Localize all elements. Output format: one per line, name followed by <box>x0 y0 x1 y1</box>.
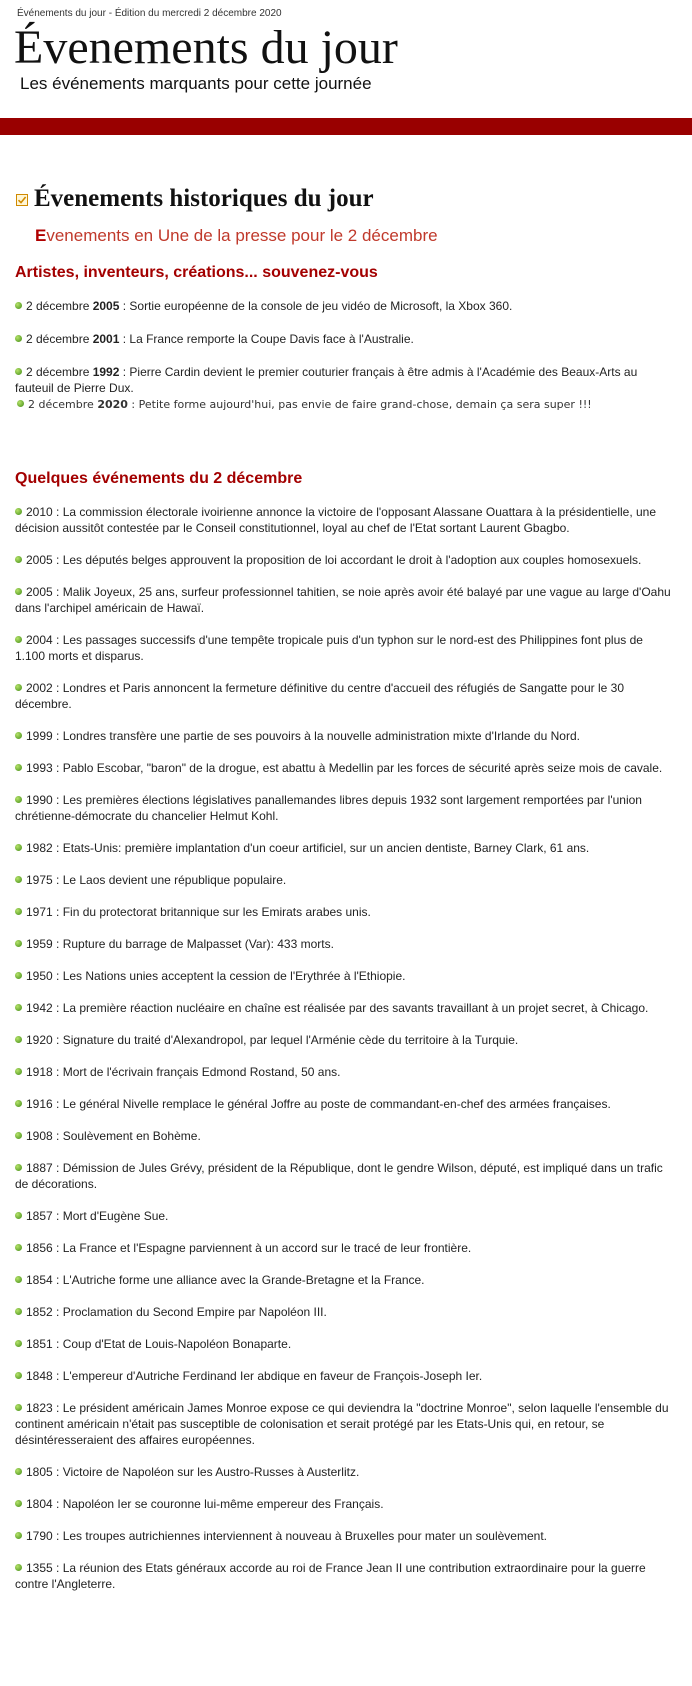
event-item <box>15 1528 673 1544</box>
bullet-icon <box>15 1164 22 1171</box>
bullet-icon <box>15 796 22 803</box>
site-title[interactable]: Évenements du jour <box>14 21 398 74</box>
events-list <box>15 504 673 1608</box>
bullet-icon <box>15 1068 22 1075</box>
event-item <box>15 680 673 712</box>
bullet-icon <box>15 1340 22 1347</box>
event-item <box>15 632 673 664</box>
event-text: 1975 : Le Laos devient une république populaire. <box>26 873 287 887</box>
event-text: 1857 : Mort d'Eugène Sue. <box>26 1209 169 1223</box>
event-text: 1848 : L'empereur d'Autriche Ferdinand Ier abdique en faveur de François-Joseph Ier. <box>26 1369 483 1383</box>
bullet-icon <box>15 1308 22 1315</box>
bullet-icon <box>15 1244 22 1251</box>
bullet-icon <box>15 972 22 979</box>
event-text: 2005 : Malik Joyeux, 25 ans, surfeur professionnel tahitien, se noie après avoir été balayé par une vague au large d'Oahu dans l'archipel américain de Hawaï. <box>15 585 671 615</box>
bullet-icon <box>15 844 22 851</box>
event-text: 1887 : Démission de Jules Grévy, président de la République, dont le gendre Wilson, député, est impliqué dans un trafic de décorations. <box>15 1161 663 1191</box>
event-text: 1918 : Mort de l'écrivain français Edmond Rostand, 50 ans. <box>26 1065 341 1079</box>
artists-item <box>15 331 673 347</box>
bullet-icon <box>15 1212 22 1219</box>
bullet-icon <box>15 368 22 375</box>
bullet-icon <box>15 1100 22 1107</box>
bullet-icon <box>15 1276 22 1283</box>
bullet-icon <box>15 588 22 595</box>
bullet-icon <box>15 1132 22 1139</box>
event-item <box>15 760 673 776</box>
event-item <box>15 1560 673 1592</box>
bullet-icon <box>15 684 22 691</box>
bullet-icon <box>17 400 24 407</box>
item-text: : La France remporte la Coupe Davis face à l'Australie. <box>119 332 414 346</box>
event-item <box>15 904 673 920</box>
event-text: 1804 : Napoléon Ier se couronne lui-même empereur des Français. <box>26 1497 384 1511</box>
event-item <box>15 504 673 536</box>
bullet-icon <box>15 940 22 947</box>
artists-item <box>15 298 673 314</box>
bullet-icon <box>15 876 22 883</box>
press-headlines-link[interactable] <box>35 226 438 246</box>
bullet-icon <box>15 1500 22 1507</box>
bullet-icon <box>15 508 22 515</box>
header-divider-bar <box>0 118 692 135</box>
event-item <box>15 1160 673 1192</box>
bullet-icon <box>15 636 22 643</box>
event-item <box>15 1496 673 1512</box>
item-text: : Sortie européenne de la console de jeu vidéo de Microsoft, la Xbox 360. <box>119 299 513 313</box>
event-item <box>15 1304 673 1320</box>
event-text: 1854 : L'Autriche forme une alliance avec la Grande-Bretagne et la France. <box>26 1273 425 1287</box>
event-text: 1920 : Signature du traité d'Alexandropol, par lequel l'Arménie cède du territoire à la Turquie. <box>26 1033 519 1047</box>
bullet-icon <box>15 1372 22 1379</box>
event-item <box>15 1000 673 1016</box>
event-item <box>15 1464 673 1480</box>
event-text: 1805 : Victoire de Napoléon sur les Austro-Russes à Austerlitz. <box>26 1465 360 1479</box>
event-item <box>15 1128 673 1144</box>
event-item <box>15 1096 673 1112</box>
event-text: 1852 : Proclamation du Second Empire par Napoléon III. <box>26 1305 327 1319</box>
site-tagline: Les événements marquants pour cette journée <box>20 74 372 93</box>
event-item <box>15 1208 673 1224</box>
event-item <box>15 584 673 616</box>
section-title-text: Évenements historiques du jour <box>34 185 374 212</box>
artists-item <box>15 364 673 396</box>
event-text: 1982 : Etats-Unis: première implantation d'un coeur artificiel, sur un ancien dentiste, Barney Clark, 61 ans. <box>26 841 590 855</box>
event-item <box>15 1368 673 1384</box>
event-text: 2004 : Les passages successifs d'une tempête tropicale puis d'un typhon sur le nord-est des Philippines font plus de 1.100 morts et disparus. <box>15 633 643 663</box>
item-year: 2001 <box>92 332 120 346</box>
event-item <box>15 1400 673 1448</box>
check-box-icon <box>16 193 28 205</box>
event-item <box>15 1240 673 1256</box>
event-item <box>15 1064 673 1080</box>
event-item <box>15 840 673 856</box>
bullet-icon <box>15 908 22 915</box>
bullet-icon <box>15 1532 22 1539</box>
event-text: 1999 : Londres transfère une partie de ses pouvoirs à la nouvelle administration mixte d'Irlande du Nord. <box>26 729 580 743</box>
press-link-initial: E <box>35 226 47 245</box>
event-text: 1908 : Soulèvement en Bohème. <box>26 1129 201 1143</box>
event-text: 2010 : La commission électorale ivoirienne annonce la victoire de l'opposant Alassane Ouattara à la présidentielle, une décision aussitôt contestée par le Conseil constitutionnel, loyal au chef de l'Etat sortant Laurent Gbagbo. <box>15 505 657 535</box>
event-item <box>15 728 673 744</box>
artists-item <box>15 397 675 413</box>
edition-line: Événements du jour - Édition du mercredi 2 décembre 2020 <box>17 8 282 19</box>
event-text: 2002 : Londres et Paris annoncent la fermeture définitive du centre d'accueil des réfugiés de Sangatte pour le 30 décembre. <box>15 681 625 711</box>
event-text: 2005 : Les députés belges approuvent la proposition de loi accordant le droit à l'adoption aux couples homosexuels. <box>26 553 642 567</box>
event-item <box>15 792 673 824</box>
item-year: 2020 <box>97 398 128 411</box>
bullet-icon <box>15 302 22 309</box>
event-text: 1823 : Le président américain James Monroe expose ce qui deviendra la "doctrine Monroe", selon laquelle l'ensemble du continent américain n'était pas susceptible de colonisation et serait protégé par les Etats-Unis qui, en retour, se désintéresseraient des affaires européennes. <box>15 1401 669 1447</box>
event-text: 1950 : Les Nations unies acceptent la cession de l'Erythrée à l'Ethiopie. <box>26 969 406 983</box>
item-date: 2 décembre <box>26 365 93 379</box>
event-item <box>15 1336 673 1352</box>
bullet-icon <box>15 1004 22 1011</box>
event-text: 1942 : La première réaction nucléaire en chaîne est réalisée par des savants travaillant à un projet secret, à Chicago. <box>26 1001 649 1015</box>
item-year: 1992 <box>92 365 120 379</box>
bullet-icon <box>15 1564 22 1571</box>
event-item <box>15 936 673 952</box>
event-item <box>15 872 673 888</box>
bullet-icon <box>15 732 22 739</box>
event-text: 1959 : Rupture du barrage de Malpasset (Var): 433 morts. <box>26 937 334 951</box>
event-item <box>15 1032 673 1048</box>
event-text: 1790 : Les troupes autrichiennes interviennent à nouveau à Bruxelles pour mater un soulèvement. <box>26 1529 547 1543</box>
event-text: 1916 : Le général Nivelle remplace le général Joffre au poste de commandant-en-chef des armées françaises. <box>26 1097 611 1111</box>
item-text: : Pierre Cardin devient le premier couturier français à être admis à l'Académie des Beaux-Arts au fauteuil de Pierre Dux. <box>15 365 638 395</box>
event-text: 1851 : Coup d'Etat de Louis-Napoléon Bonaparte. <box>26 1337 292 1351</box>
bullet-icon <box>15 1404 22 1411</box>
event-item <box>15 552 673 568</box>
item-year: 2005 <box>92 299 120 313</box>
item-date: 2 décembre <box>28 398 98 411</box>
bullet-icon <box>15 1036 22 1043</box>
event-text: 1971 : Fin du protectorat britannique sur les Emirats arabes unis. <box>26 905 371 919</box>
event-text: 1993 : Pablo Escobar, "baron" de la drogue, est abattu à Medellin par les forces de sécurité après seize mois de cavale. <box>26 761 663 775</box>
event-item <box>15 1272 673 1288</box>
bullet-icon <box>15 335 22 342</box>
bullet-icon <box>15 1468 22 1475</box>
section-title <box>16 184 374 214</box>
event-text: 1990 : Les premières élections législatives panallemandes libres depuis 1932 sont largement remportées par l'union chrétienne-démocrate du chancelier Helmut Kohl. <box>15 793 642 823</box>
item-text: : Petite forme aujourd'hui, pas envie de faire grand-chose, demain ça sera super !!! <box>127 398 592 411</box>
artists-heading: Artistes, inventeurs, créations... souvenez-vous <box>15 264 378 281</box>
event-item <box>15 968 673 984</box>
event-text: 1355 : La réunion des Etats généraux accorde au roi de France Jean II une contribution extraordinaire pour la guerre contre l'Angleterre. <box>15 1561 646 1591</box>
event-text: 1856 : La France et l'Espagne parviennent à un accord sur le tracé de leur frontière. <box>26 1241 472 1255</box>
bullet-icon <box>15 764 22 771</box>
item-date: 2 décembre <box>26 299 93 313</box>
events-heading: Quelques événements du 2 décembre <box>15 470 303 487</box>
bullet-icon <box>15 556 22 563</box>
item-date: 2 décembre <box>26 332 93 346</box>
press-link-text: venements en Une de la presse pour le 2 décembre <box>46 226 438 245</box>
